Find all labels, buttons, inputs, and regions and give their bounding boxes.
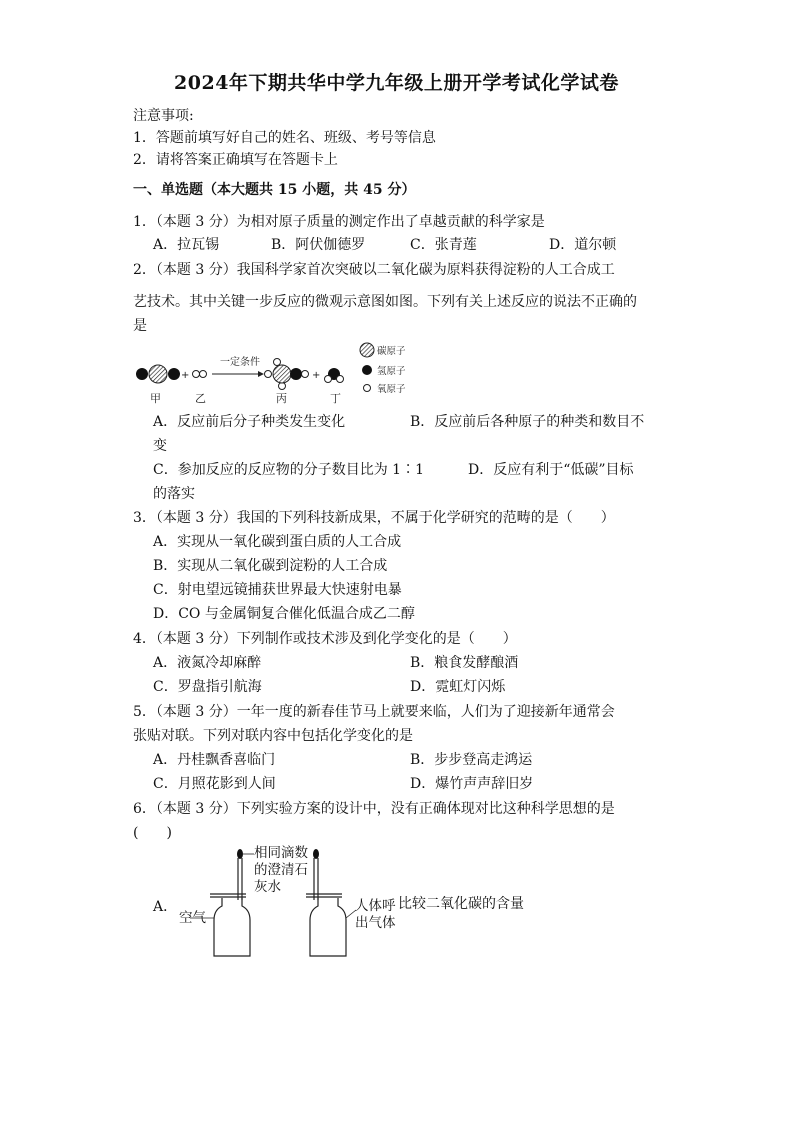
question-stem: 我国科学家首次突破以二氧化碳为原料获得淀粉的人工合成工: [236, 262, 615, 278]
option-d: D．道尔顿: [549, 237, 617, 253]
dropper-label-line: 灰水: [254, 879, 281, 895]
right-bottle: [306, 858, 346, 956]
option-b: B．实现从二氧化碳到淀粉的人工合成: [153, 558, 388, 574]
option-a-caption: 比较二氧化碳的含量: [398, 896, 524, 912]
plus-sign: +: [181, 370, 190, 381]
option-a-letter: A．: [153, 899, 178, 915]
left-bottle: [210, 858, 250, 956]
page-title: 2024年下期共华中学九年级上册开学考试化学试卷: [174, 72, 619, 94]
option-c: C．参加反应的反应物的分子数目比为 1∶1: [153, 462, 424, 478]
molecule-yi: [193, 371, 207, 378]
question-stem: 我国的下列科技新成果，不属于化学研究的范畴的是（ ）: [236, 510, 615, 526]
option-a: A．实现从一氧化碳到蛋白质的人工合成: [153, 534, 402, 550]
question-stem-line: 张贴对联。下列对联内容中包括化学变化的是: [133, 728, 413, 744]
molecule-ding: [325, 368, 344, 383]
question-2: [133, 261, 615, 279]
diagram-legend: [360, 343, 406, 395]
dropper-label-line: 相同滴数: [254, 845, 308, 861]
reaction-diagram: [130, 340, 430, 408]
notice-item: 1．答题前填写好自己的姓名、班级、考号等信息: [133, 130, 436, 146]
question-number: 3．（本题 3 分）: [133, 510, 237, 526]
legend-carbon: 碳原子: [377, 346, 406, 357]
question-stem: 下列实验方案的设计中，没有正确体现对比这种科学思想的是: [236, 801, 615, 817]
option-c: C．射电望远镜捕获世界最大快速射电暴: [153, 582, 402, 598]
notice-heading: 注意事项:: [133, 108, 194, 124]
dropper-bulb-right: [313, 849, 319, 859]
question-stem-line: ( ): [133, 825, 172, 841]
molecule-jia: [136, 365, 180, 383]
question-3: [133, 509, 615, 527]
question-5: [133, 703, 615, 721]
option-d-cont: 的落实: [153, 486, 195, 502]
question-number: 6．（本题 3 分）: [133, 801, 237, 817]
option-b-cont: 变: [153, 438, 167, 454]
question-number: 2．（本题 3 分）: [133, 262, 237, 278]
option-b: B．粮食发酵酿酒: [410, 655, 519, 671]
notice-item: 2．请将答案正确填写在答题卡上: [133, 152, 338, 168]
legend-hydrogen: 氢原子: [377, 366, 406, 377]
left-bottle-label: 空气: [179, 910, 206, 926]
svg-text:+: +: [312, 370, 321, 381]
option-b: B．阿伏伽德罗: [271, 237, 366, 253]
option-c: C．月照花影到人间: [153, 776, 276, 792]
question-stem: 一年一度的新春佳节马上就要来临，人们为了迎接新年通常会: [236, 704, 615, 720]
label-bing: 丙: [276, 392, 287, 405]
section-heading: 一、单选题（本大题共 15 小题，共 45 分）: [133, 182, 416, 198]
right-bottle-label-line: 人体呼: [355, 898, 396, 914]
option-a: A．反应前后分子种类发生变化: [153, 414, 346, 430]
question-1: [133, 213, 545, 231]
option-d: D．CO 与金属铜复合催化低温合成乙二醇: [153, 606, 415, 622]
question-number: 1．（本题 3 分）: [133, 214, 237, 230]
reaction-condition: 一定条件: [220, 357, 260, 368]
question-4: [133, 630, 517, 648]
question-stem: 下列制作或技术涉及到化学变化的是（ ）: [236, 631, 517, 647]
molecule-bing: [265, 359, 309, 390]
question-6: [133, 800, 615, 818]
label-jia: 甲: [150, 392, 161, 405]
option-b: B．步步登高走鸿运: [410, 752, 533, 768]
option-a: A．拉瓦锡: [153, 237, 220, 253]
question-number: 4．（本题 3 分）: [133, 631, 237, 647]
question-number: 5．（本题 3 分）: [133, 704, 237, 720]
dropper-label-line: 的澄清石: [254, 862, 308, 878]
option-d: D．反应有利于“低碳”目标: [468, 462, 634, 478]
question-stem: 为相对原子质量的测定作出了卓越贡献的科学家是: [236, 214, 545, 230]
right-bottle-label-line: 出气体: [355, 915, 396, 931]
option-d: D．爆竹声声辞旧岁: [410, 776, 534, 792]
option-a: A．丹桂飘香喜临门: [153, 752, 276, 768]
question-stem-line: 是: [133, 318, 147, 334]
option-d: D．霓虹灯闪烁: [410, 679, 506, 695]
label-yi: 乙: [195, 392, 206, 405]
option-b: B．反应前后各种原子的种类和数目不: [410, 414, 645, 430]
right-bottle-label: [355, 898, 396, 932]
option-c: C．张青莲: [410, 237, 477, 253]
legend-oxygen: 氧原子: [377, 384, 406, 395]
option-a: A．液氮冷却麻醉: [153, 655, 262, 671]
label-ding: 丁: [330, 392, 341, 405]
dropper-label: [254, 845, 308, 896]
option-c: C．罗盘指引航海: [153, 679, 262, 695]
question-stem-line: 艺技术。其中关键一步反应的微观示意图如图。下列有关上述反应的说法不正确的: [133, 294, 637, 310]
